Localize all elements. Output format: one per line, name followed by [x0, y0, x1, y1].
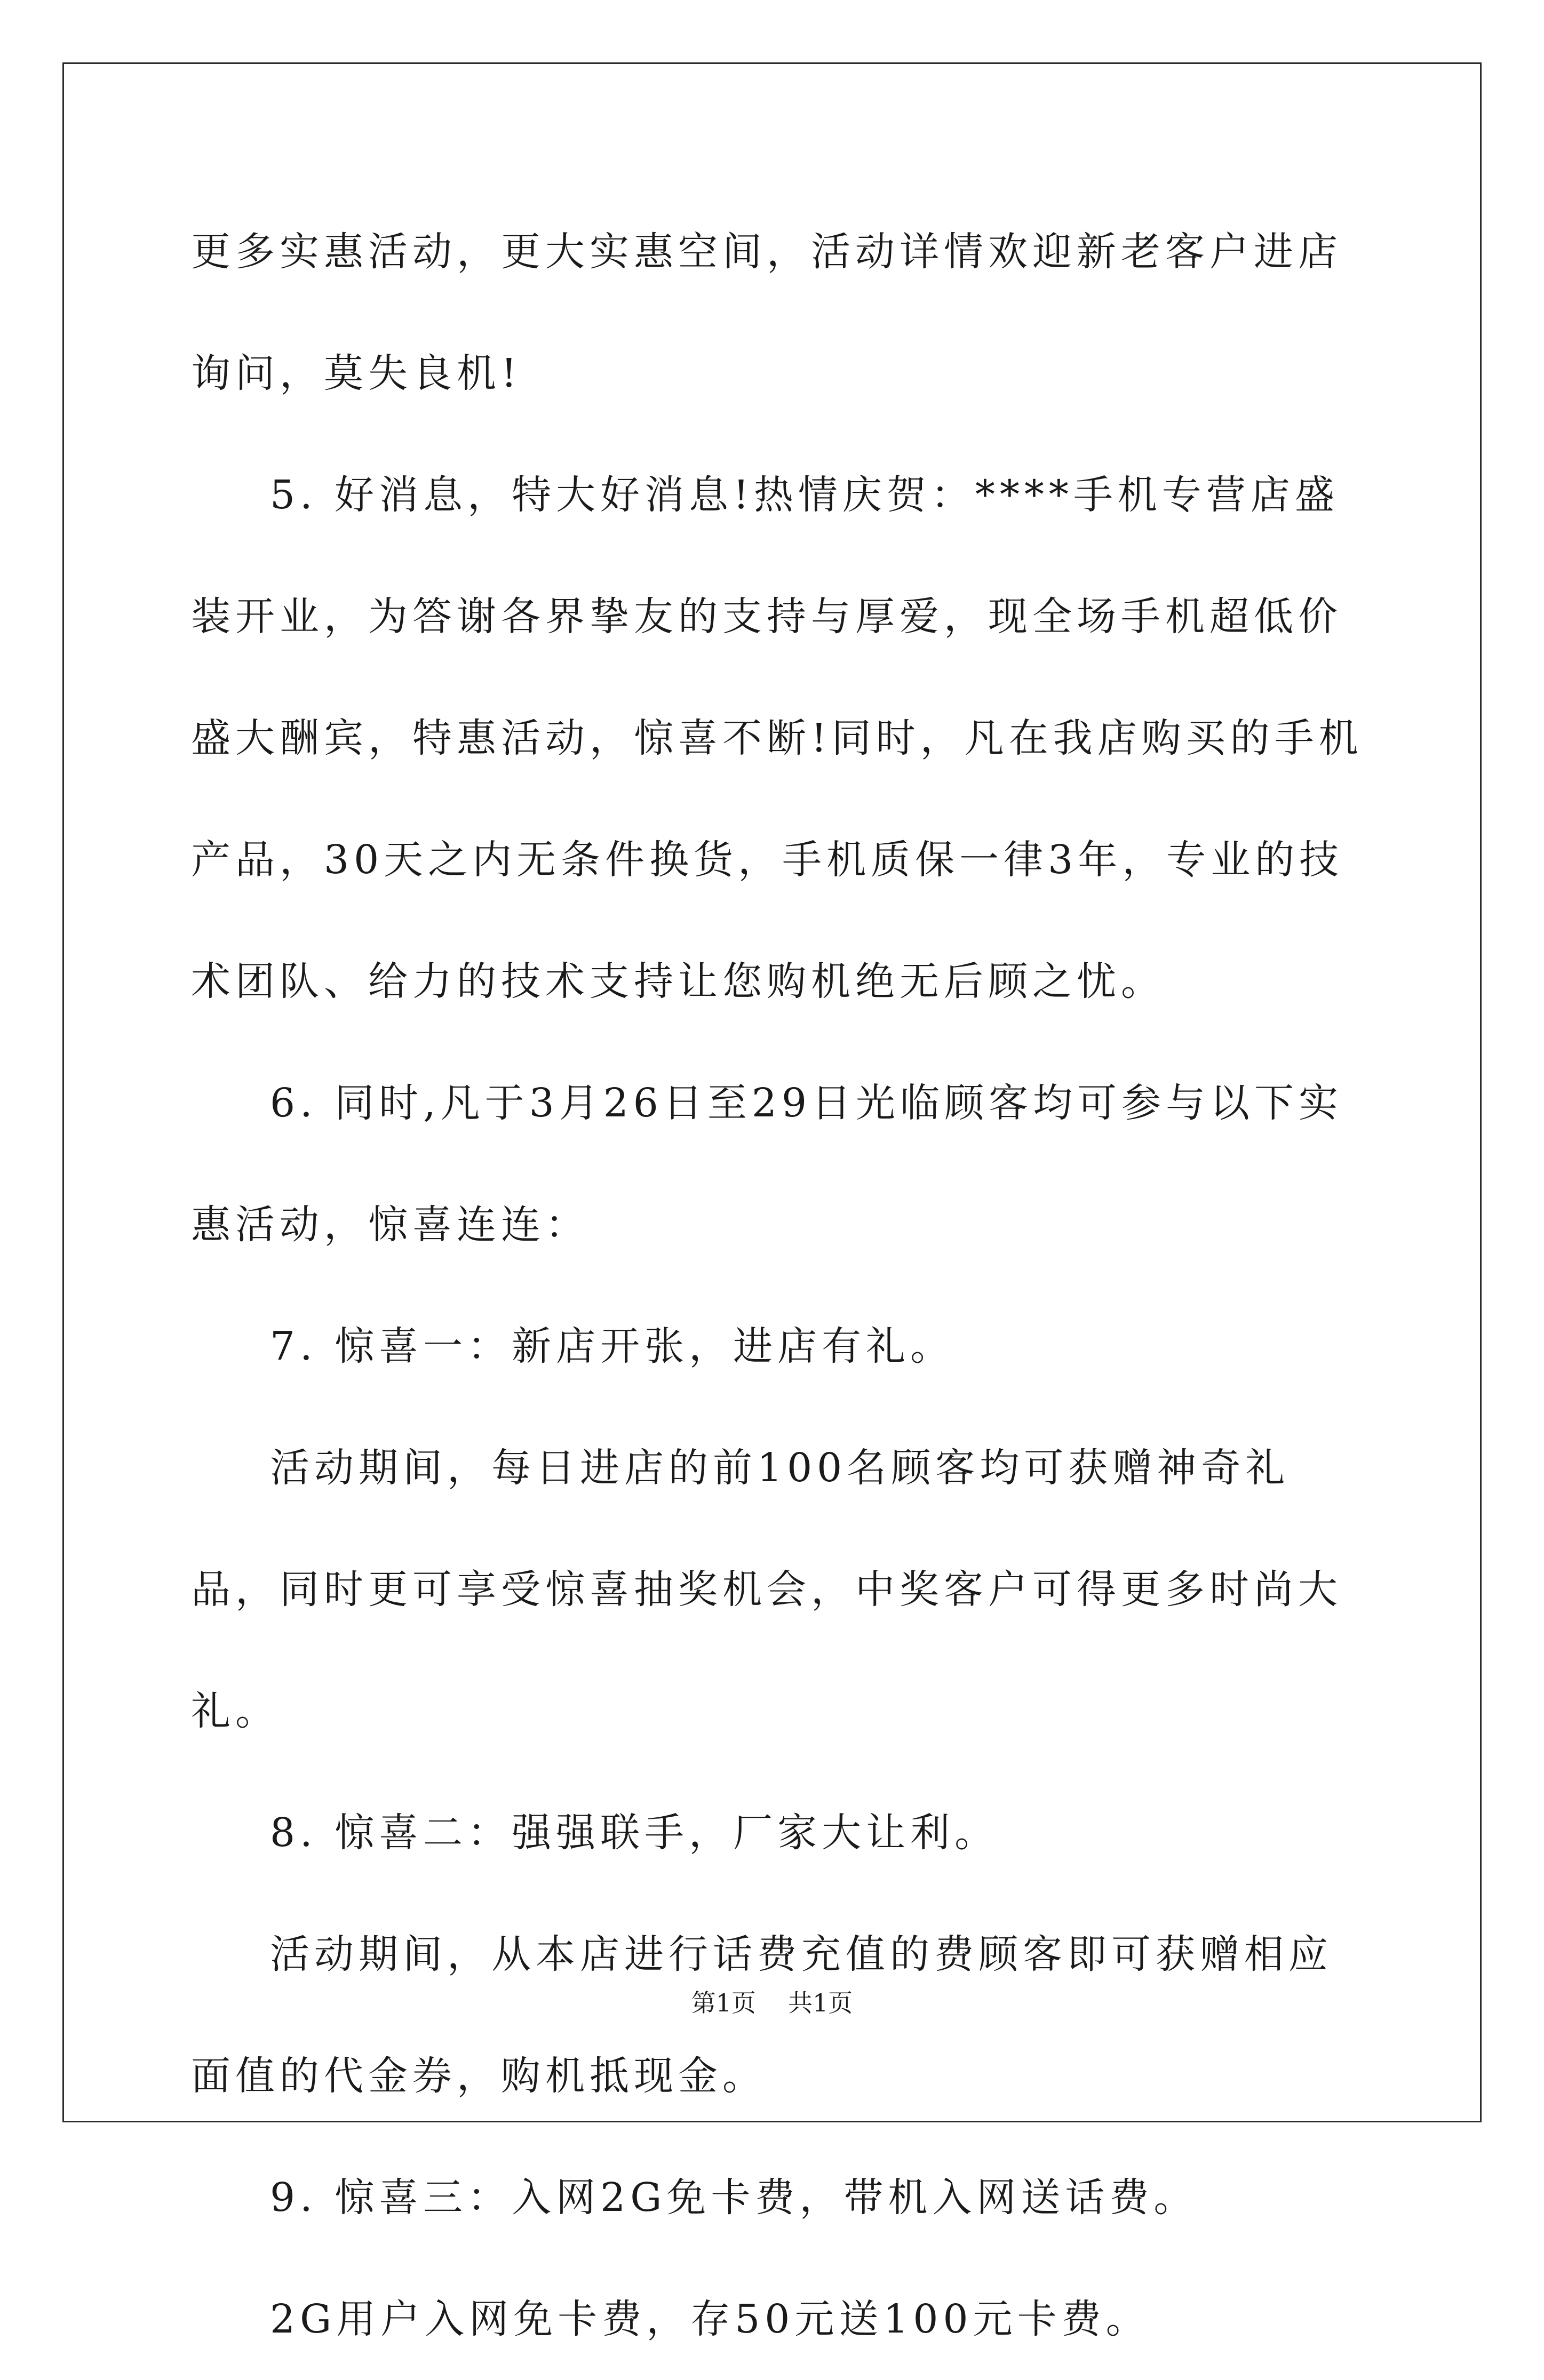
- paragraph: 9. 惊喜三：入网2G免卡费，带机入网送话费。: [270, 2175, 1198, 2221]
- paragraph: 6. 同时,凡于3月26日至29日光临顾客均可参与以下实惠活动，惊喜连连：: [191, 1080, 1343, 1248]
- page-footer: [0, 1987, 1544, 2019]
- paragraph: 2G用户入网免卡费，存50元送100元卡费。: [270, 2296, 1150, 2342]
- paragraph: 5. 好消息，特大好消息!热情庆贺：****手机专营店盛装开业，为答谢各界挚友的支持与厚爱，现全场手机超低价盛大酬宾，特惠活动，惊喜不断!同时，凡在我店购买的手机产品，30天之内无条件换货，手机质保一律3年，专业的技术团队、给力的技术支持让您购机绝无后顾之忧。: [191, 472, 1363, 1004]
- document-body: [191, 191, 1365, 2380]
- paragraph: 活动期间，从本店进行话费充值的费顾客即可获赠相应面值的代金券，购机抵现金。: [191, 1931, 1333, 2099]
- paragraph: 活动期间，每日进店的前100名顾客均可获赠神奇礼品，同时更可享受惊喜抽奖机会，中奖客户可得更多时尚大礼。: [191, 1445, 1342, 1734]
- paragraph: 8. 惊喜二：强强联手，厂家大让利。: [270, 1810, 999, 1856]
- paragraph: 7. 惊喜一：新店开张，进店有礼。: [270, 1323, 955, 1369]
- page-total: 共1页: [788, 1988, 853, 2017]
- paragraph: 更多实惠活动，更大实惠空间，活动详情欢迎新老客户进店询问，莫失良机!: [191, 229, 1342, 396]
- page-number: 第1页: [691, 1988, 756, 2017]
